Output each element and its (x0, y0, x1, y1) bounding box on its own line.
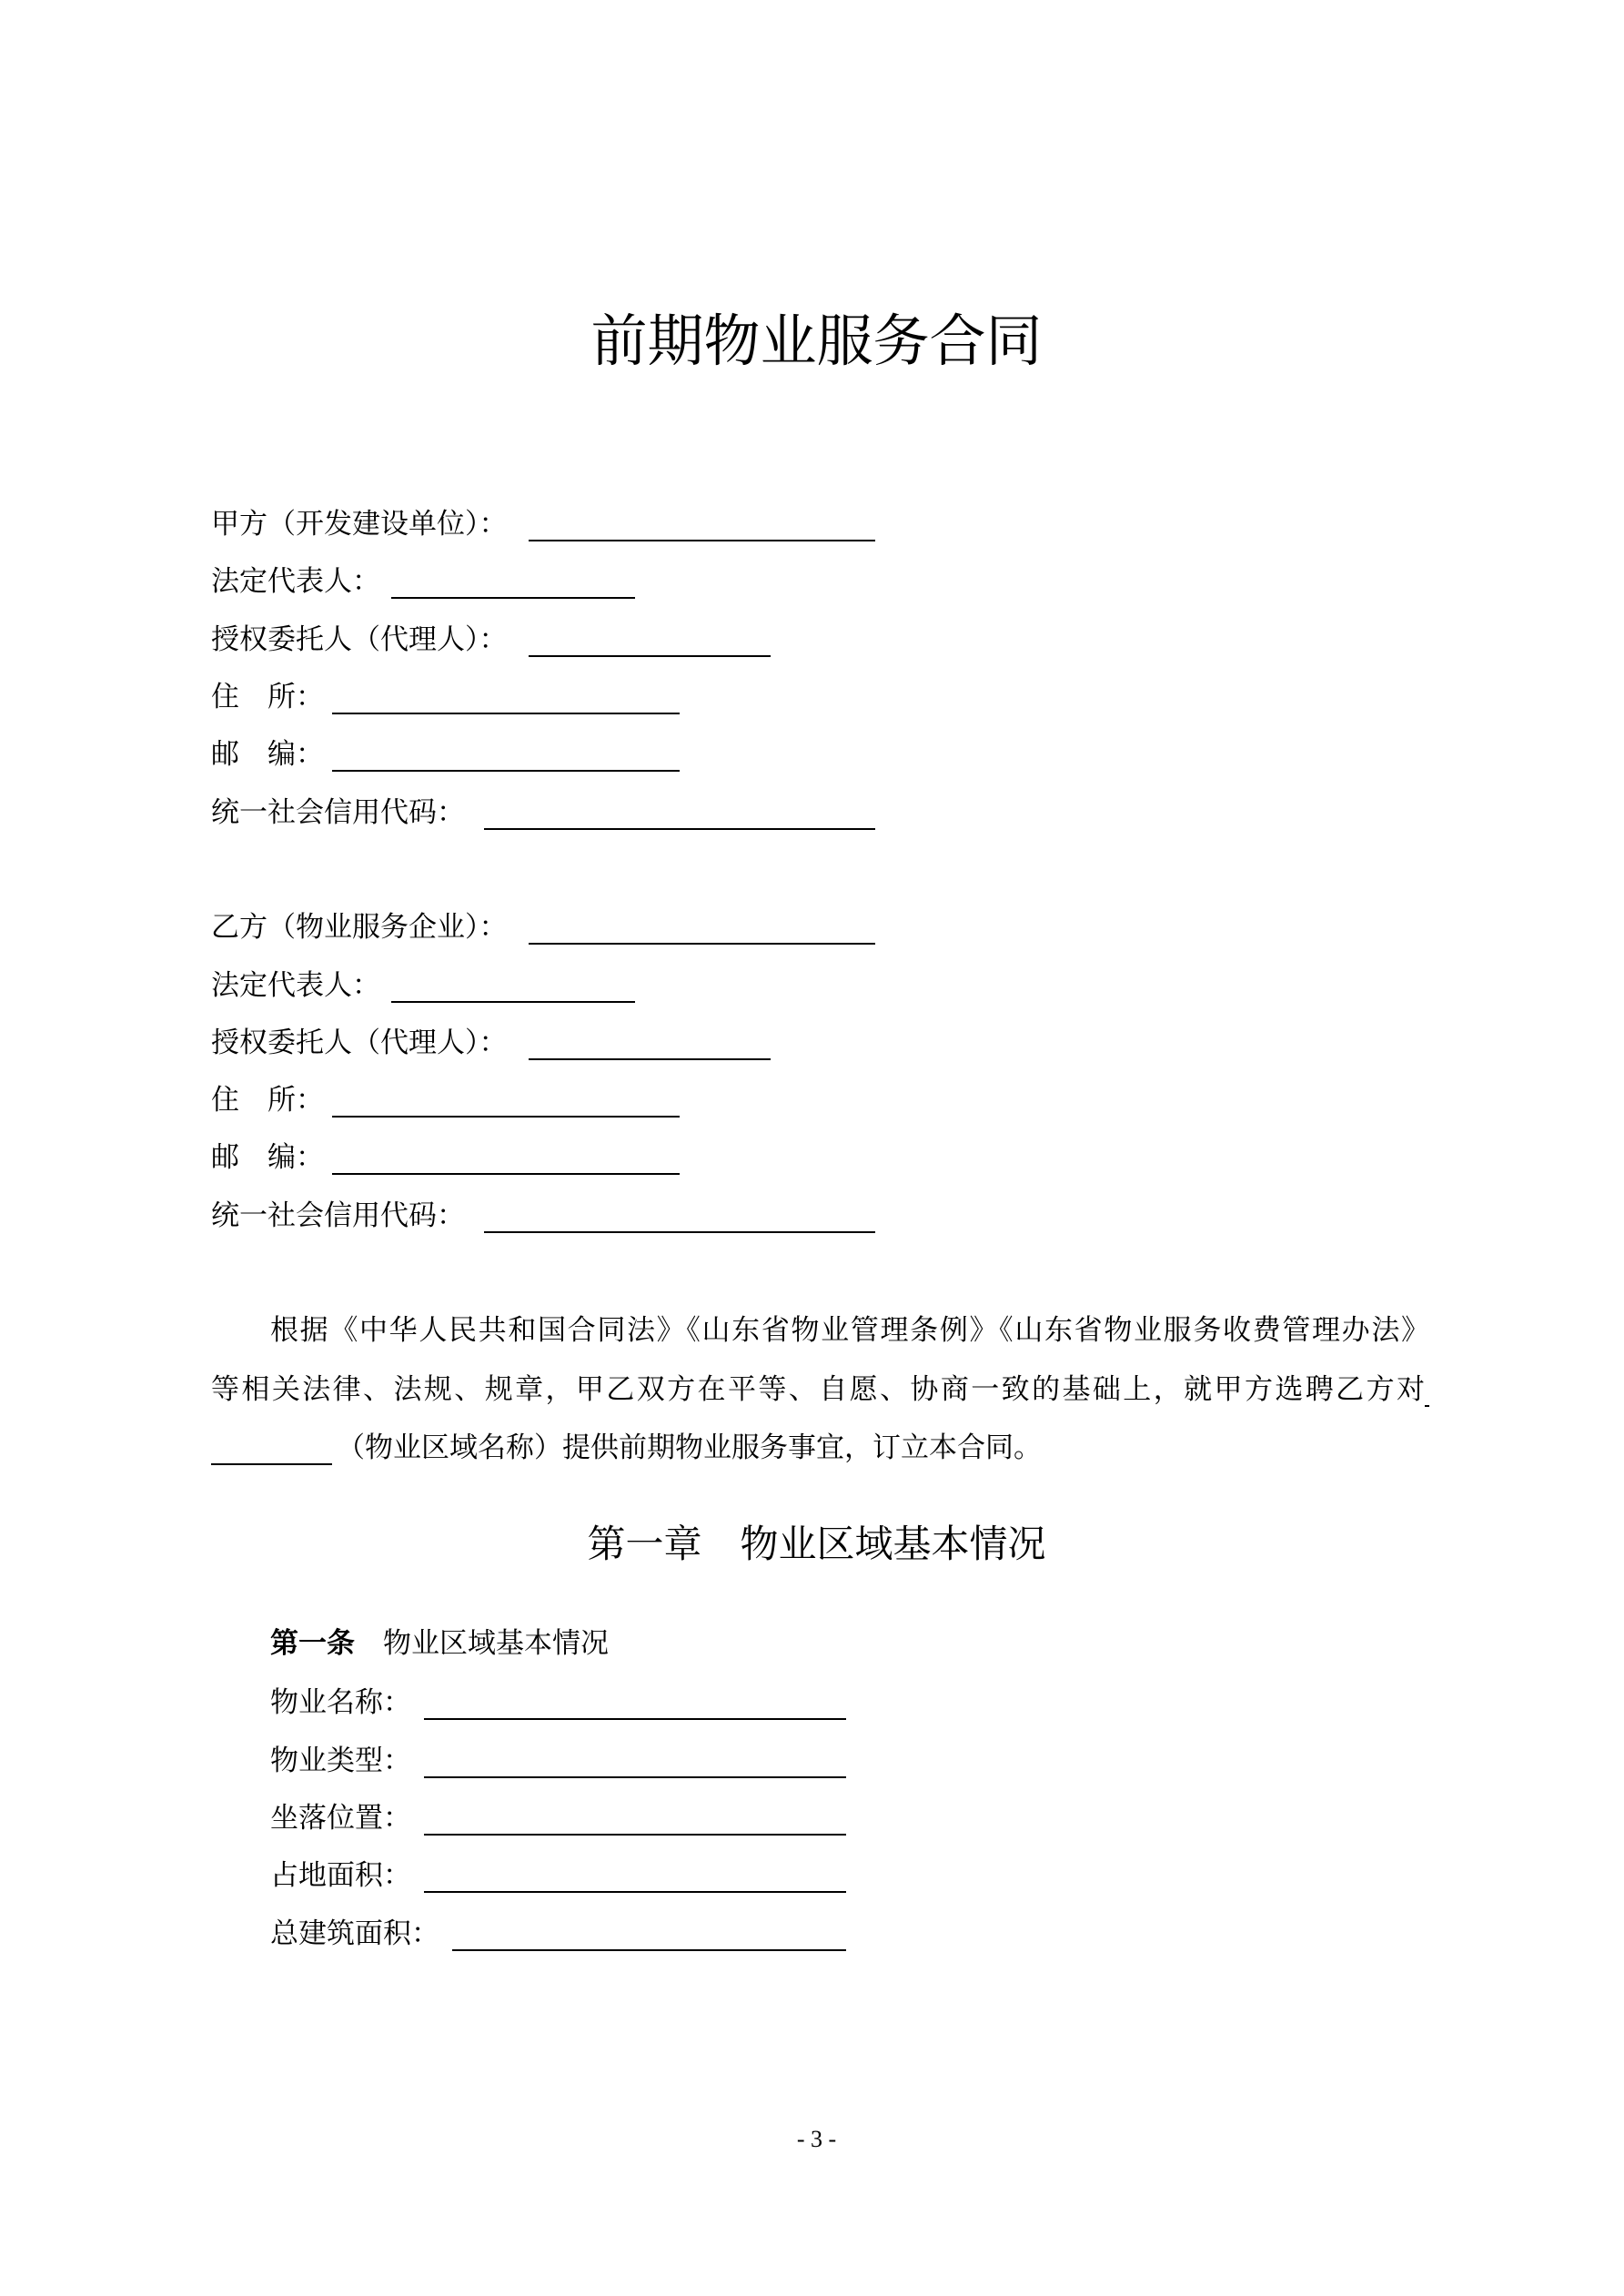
party-a-legal-rep-label: 法定代表人： (211, 565, 380, 597)
party-b-credit-code-blank[interactable] (484, 1231, 875, 1233)
chapter-heading: 第一章 物业区域基本情况 (587, 1522, 1046, 1565)
total-floor-area-label: 总建筑面积： (270, 1917, 439, 1949)
page-number: - 3 - (796, 2126, 837, 2152)
party-a-legal-rep-blank[interactable] (391, 597, 635, 599)
total-floor-area-blank[interactable] (452, 1949, 846, 1951)
party-b-postcode-blank[interactable] (332, 1173, 680, 1175)
article-title: 物业区域基本情况 (383, 1627, 609, 1659)
land-area-label: 占地面积： (270, 1859, 411, 1891)
party-b-address-label: 住 所： (211, 1084, 324, 1116)
party-a-name-blank[interactable] (529, 540, 875, 541)
party-a-address-blank[interactable] (332, 713, 680, 714)
party-b-agent-label: 授权委托人（代理人）： (211, 1027, 508, 1058)
party-b-name-blank[interactable] (529, 943, 875, 945)
land-area-blank[interactable] (424, 1891, 846, 1893)
party-a-name-label: 甲方（开发建设单位）： (211, 508, 508, 540)
property-type-blank[interactable] (424, 1776, 846, 1778)
location-blank[interactable] (424, 1834, 846, 1836)
party-a-agent-blank[interactable] (529, 655, 771, 657)
party-a-postcode-label: 邮 编： (211, 738, 324, 770)
location-label: 坐落位置： (270, 1802, 411, 1834)
article-number: 第一条 (270, 1627, 355, 1659)
party-a-credit-code-blank[interactable] (484, 828, 875, 830)
party-a-address-label: 住 所： (211, 681, 324, 713)
party-a-agent-label: 授权委托人（代理人）： (211, 623, 508, 655)
property-area-blank-start[interactable] (1425, 1405, 1429, 1407)
property-name-label: 物业名称： (270, 1686, 411, 1718)
party-b-name-label: 乙方（物业服务企业）： (211, 911, 508, 943)
property-area-name-blank[interactable] (211, 1463, 332, 1465)
preamble-line-1: 根据《中华人民共和国合同法》《山东省物业管理条例》《山东省物业服务收费管理办法》 (270, 1314, 1429, 1346)
party-a-postcode-blank[interactable] (332, 770, 680, 772)
property-type-label: 物业类型： (270, 1745, 411, 1776)
party-a-credit-code-label: 统一社会信用代码： (211, 796, 465, 828)
preamble-line-2: 等相关法律、法规、规章，甲乙双方在平等、自愿、协商一致的基础上，就甲方选聘乙方对 (211, 1373, 1425, 1405)
preamble-line-3: （物业区域名称）提供前期物业服务事宜，订立本合同。 (337, 1431, 1042, 1463)
document-title: 前期物业服务合同 (590, 310, 1043, 373)
party-b-credit-code-label: 统一社会信用代码： (211, 1199, 465, 1231)
party-b-legal-rep-blank[interactable] (391, 1001, 635, 1003)
party-b-legal-rep-label: 法定代表人： (211, 969, 380, 1001)
party-b-address-blank[interactable] (332, 1116, 680, 1118)
party-b-agent-blank[interactable] (529, 1058, 771, 1060)
property-name-blank[interactable] (424, 1718, 846, 1720)
party-b-postcode-label: 邮 编： (211, 1141, 324, 1173)
